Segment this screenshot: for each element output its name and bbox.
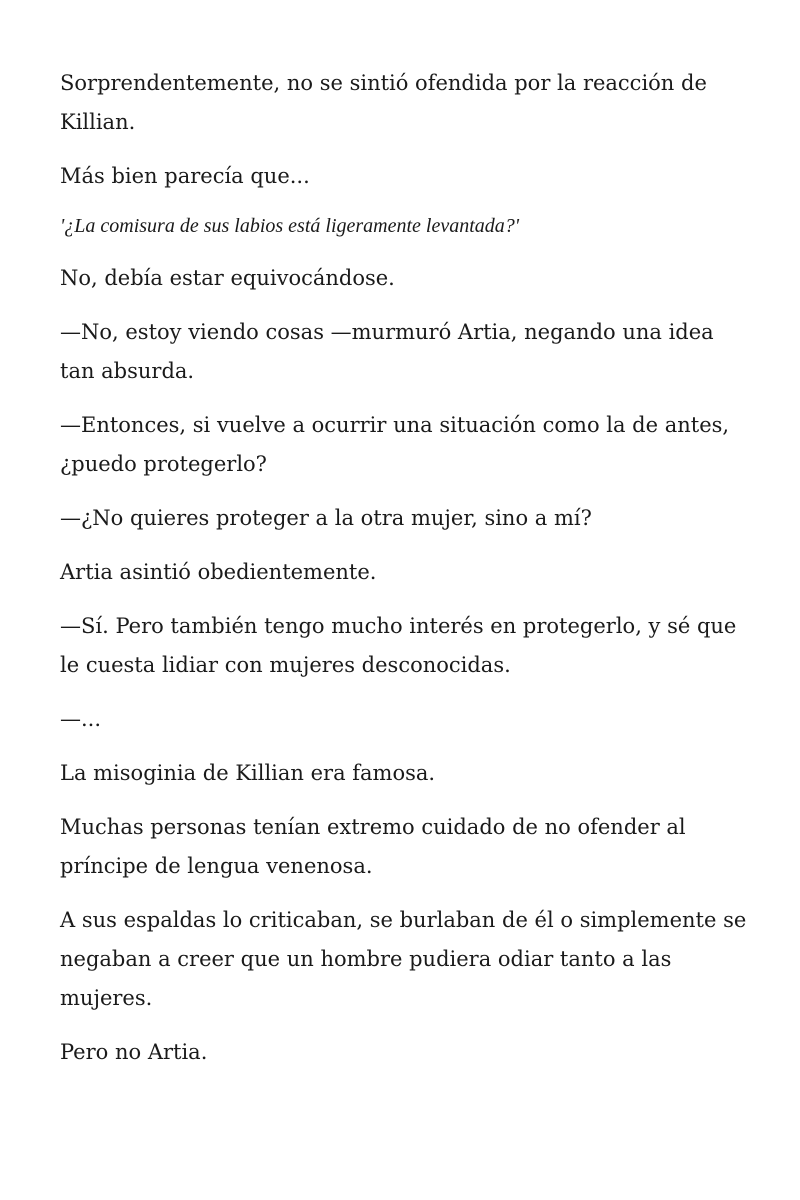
dialogue-line: —No, estoy viendo cosas —murmuró Artia, negando una idea tan absurda. [60,320,714,383]
paragraph: Muchas personas tenían extremo cuidado de no ofender al príncipe de lengua venenosa. [60,815,686,878]
inner-thought: '¿La comisura de sus labios está ligeramente levantada?' [60,215,520,237]
paragraph: No, debía estar equivocándose. [60,266,395,290]
paragraph: Más bien parecía que... [60,164,310,188]
dialogue-line: —¿No quieres proteger a la otra mujer, sino a mí? [60,506,592,530]
paragraph: La misoginia de Killian era famosa. [60,761,436,785]
dialogue-line: —... [60,707,102,731]
dialogue-line: —Sí. Pero también tengo mucho interés en protegerlo, y sé que le cuesta lidiar con mujeres desconocidas. [60,614,737,677]
document-page [60,64,750,1087]
paragraph: Sorprendentemente, no se sintió ofendida por la reacción de Killian. [60,71,707,134]
paragraph: A sus espaldas lo criticaban, se burlaban de él o simplemente se negaban a creer que un hombre pudiera odiar tanto a las mujeres. [60,908,747,1010]
paragraph: Pero no Artia. [60,1040,208,1064]
dialogue-line: —Entonces, si vuelve a ocurrir una situación como la de antes, ¿puedo protegerlo? [60,413,730,476]
paragraph: Artia asintió obedientemente. [60,560,377,584]
